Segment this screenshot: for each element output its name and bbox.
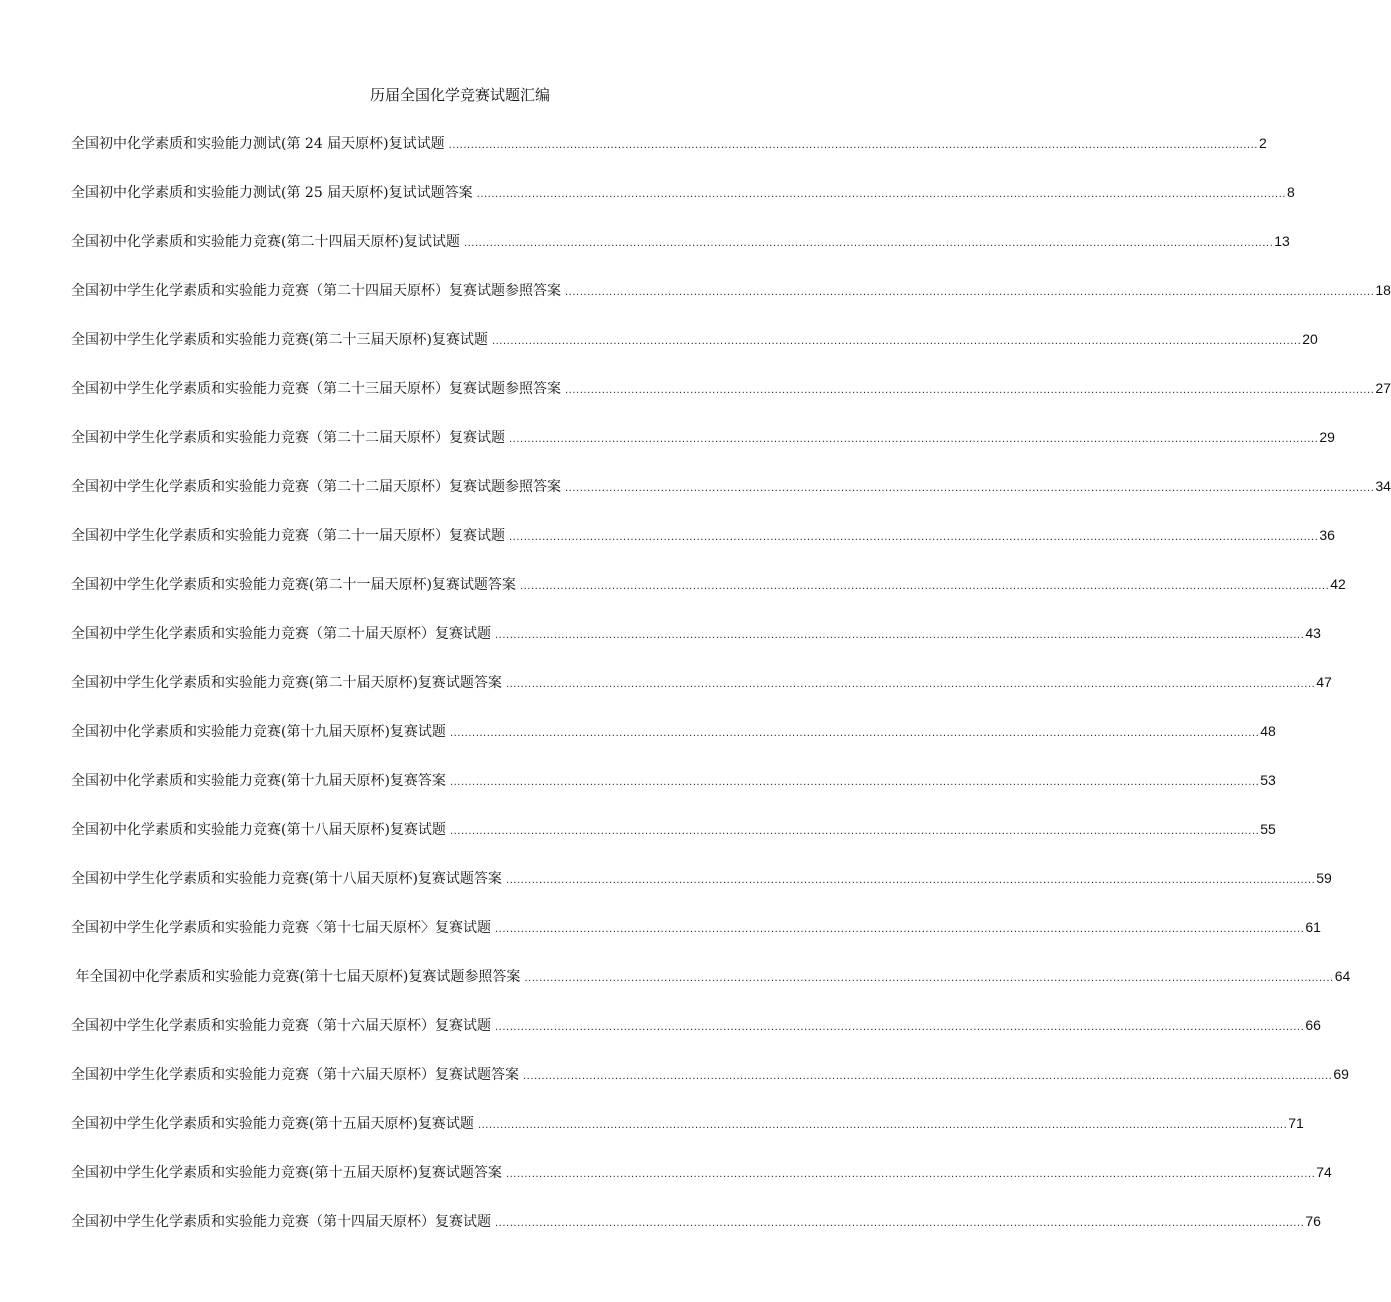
toc-leader-dots: ............................................................................................................................................................................................................................ <box>449 826 1260 837</box>
toc-entry[interactable] <box>71 867 1332 916</box>
toc-entry[interactable] <box>71 1014 1321 1063</box>
toc-leader-dots: ............................................................................................................................................................................................................................ <box>509 434 1319 445</box>
toc-entry-title: 全国初中学生化学素质和实验能力竞赛（第二十三届天原杯）复赛试题参照答案 <box>71 381 561 397</box>
toc-entry[interactable] <box>71 426 1335 475</box>
toc-page-number: 20 <box>1302 331 1318 347</box>
toc-page-number: 61 <box>1305 919 1321 935</box>
toc-entry-title: 全国初中化学素质和实验能力竞赛(第十八届天原杯)复赛试题 <box>71 822 446 838</box>
toc-leader-dots: ............................................................................................................................................................................................................................ <box>449 777 1260 788</box>
toc-entry-title: 全国初中学生化学素质和实验能力竞赛（第二十一届天原杯）复赛试题 <box>71 528 505 544</box>
toc-leader-dots: ............................................................................................................................................................................................................................ <box>505 679 1316 690</box>
toc-page-number: 59 <box>1316 870 1332 886</box>
toc-entry[interactable] <box>71 1112 1304 1161</box>
toc-page-number: 34 <box>1375 478 1391 494</box>
toc-page-number: 55 <box>1260 821 1276 837</box>
toc-page-number: 47 <box>1316 674 1332 690</box>
toc-entry-title: 全国初中学生化学素质和实验能力竞赛（第二十届天原杯）复赛试题 <box>71 626 491 642</box>
toc-page-number: 29 <box>1319 429 1335 445</box>
toc-entry-title: 全国初中学生化学素质和实验能力竞赛（第二十二届天原杯）复赛试题参照答案 <box>71 479 561 495</box>
toc-entry-title: 全国初中学生化学素质和实验能力竞赛（第二十二届天原杯）复赛试题 <box>71 430 505 446</box>
toc-leader-dots: ............................................................................................................................................................................................................................ <box>519 581 1330 592</box>
toc-entry-title: 全国初中学生化学素质和实验能力竞赛(第十五届天原杯)复赛试题 <box>71 1116 474 1132</box>
toc-entry[interactable] <box>71 671 1332 720</box>
toc-page-number: 36 <box>1319 527 1335 543</box>
toc-leader-dots: ............................................................................................................................................................................................................................ <box>449 728 1260 739</box>
toc-entry-title: 全国初中化学素质和实验能力测试(第 24 届天原杯)复试试题 <box>71 136 445 152</box>
toc-entry[interactable] <box>71 279 1391 328</box>
toc-entry-title: 全国初中学生化学素质和实验能力竞赛（第十六届天原杯）复赛试题 <box>71 1018 491 1034</box>
toc-entry-title: 全国初中学生化学素质和实验能力竞赛（第十四届天原杯）复赛试题 <box>71 1214 491 1230</box>
toc-page-number: 74 <box>1316 1164 1332 1180</box>
toc-entry-title: 全国初中学生化学素质和实验能力竞赛(第二十届天原杯)复赛试题答案 <box>71 675 502 691</box>
toc-entry[interactable] <box>71 524 1335 573</box>
toc-entry[interactable] <box>71 1063 1349 1112</box>
toc-leader-dots: ............................................................................................................................................................................................................................ <box>505 875 1316 886</box>
toc-entry-title: 全国初中学生化学素质和实验能力竞赛（第十六届天原杯）复赛试题答案 <box>71 1067 519 1083</box>
toc-page-number: 76 <box>1305 1213 1321 1229</box>
toc-entry[interactable] <box>71 916 1321 965</box>
toc-leader-dots: ............................................................................................................................................................................................................................ <box>448 140 1258 151</box>
toc-leader-dots: ............................................................................................................................................................................................................................ <box>463 238 1274 249</box>
toc-leader-dots: ............................................................................................................................................................................................................................ <box>477 1120 1288 1131</box>
toc-entry-title: 全国初中学生化学素质和实验能力竞赛〈第十七届天原杯〉复赛试题 <box>71 920 491 936</box>
toc-page-number: 66 <box>1305 1017 1321 1033</box>
toc-entry[interactable] <box>71 181 1295 230</box>
toc-entry[interactable] <box>71 230 1290 279</box>
toc-entry-title: 全国初中化学素质和实验能力竞赛(第十九届天原杯)复赛试题 <box>71 724 446 740</box>
toc-entry[interactable] <box>71 818 1276 867</box>
toc-entry[interactable] <box>71 1210 1321 1259</box>
toc-entry-title: 全国初中学生化学素质和实验能力竞赛(第二十三届天原杯)复赛试题 <box>71 332 488 348</box>
toc-entry[interactable] <box>71 622 1321 671</box>
toc-leader-dots: ............................................................................................................................................................................................................................ <box>491 336 1302 347</box>
toc-leader-dots: ............................................................................................................................................................................................................................ <box>495 1218 1305 1229</box>
toc-entry[interactable] <box>71 769 1276 818</box>
document-title: 历届全国化学竞赛试题汇编 <box>369 86 550 104</box>
toc-page-number: 8 <box>1286 184 1295 200</box>
toc-page-number: 18 <box>1375 282 1391 298</box>
toc-page-number: 2 <box>1258 135 1267 151</box>
toc-entry[interactable] <box>71 573 1346 622</box>
toc-page-number: 42 <box>1330 576 1346 592</box>
toc-entry-title: 全国初中学生化学素质和实验能力竞赛(第十八届天原杯)复赛试题答案 <box>71 871 502 887</box>
toc-entry[interactable] <box>71 1161 1332 1210</box>
toc-entry-title: 年全国初中化学素质和实验能力竞赛(第十七届天原杯)复赛试题参照答案 <box>71 969 521 985</box>
toc-leader-dots: ............................................................................................................................................................................................................................ <box>524 973 1334 984</box>
toc-leader-dots: ............................................................................................................................................................................................................................ <box>523 1071 1333 1082</box>
toc-page-number: 69 <box>1333 1066 1349 1082</box>
table-of-contents <box>71 132 1391 1259</box>
toc-page-number: 27 <box>1375 380 1391 396</box>
toc-leader-dots: ............................................................................................................................................................................................................................ <box>505 1169 1316 1180</box>
toc-entry[interactable] <box>71 965 1351 1014</box>
toc-entry-title: 全国初中学生化学素质和实验能力竞赛（第二十四届天原杯）复赛试题参照答案 <box>71 283 561 299</box>
toc-entry[interactable] <box>71 720 1276 769</box>
toc-entry-title: 全国初中学生化学素质和实验能力竞赛(第十五届天原杯)复赛试题答案 <box>71 1165 502 1181</box>
toc-leader-dots: ............................................................................................................................................................................................................................ <box>495 630 1305 641</box>
toc-page-number: 71 <box>1288 1115 1304 1131</box>
toc-entry[interactable] <box>71 328 1318 377</box>
toc-entry[interactable] <box>71 377 1391 426</box>
toc-page-number: 43 <box>1305 625 1321 641</box>
toc-leader-dots: ............................................................................................................................................................................................................................ <box>495 924 1305 935</box>
toc-entry[interactable] <box>71 132 1267 181</box>
toc-leader-dots: ............................................................................................................................................................................................................................ <box>565 287 1375 298</box>
toc-page-number: 48 <box>1260 723 1276 739</box>
toc-leader-dots: ............................................................................................................................................................................................................................ <box>565 385 1375 396</box>
toc-page-number: 64 <box>1334 968 1351 984</box>
toc-leader-dots: ............................................................................................................................................................................................................................ <box>509 532 1319 543</box>
toc-entry-title: 全国初中化学素质和实验能力竞赛(第十九届天原杯)复赛答案 <box>71 773 446 789</box>
toc-leader-dots: ............................................................................................................................................................................................................................ <box>565 483 1375 494</box>
toc-page-number: 13 <box>1274 233 1290 249</box>
toc-entry-title: 全国初中化学素质和实验能力测试(第 25 届天原杯)复试试题答案 <box>71 185 473 201</box>
toc-leader-dots: ............................................................................................................................................................................................................................ <box>495 1022 1305 1033</box>
toc-entry-title: 全国初中学生化学素质和实验能力竞赛(第二十一届天原杯)复赛试题答案 <box>71 577 516 593</box>
toc-page-number: 53 <box>1260 772 1276 788</box>
toc-entry-title: 全国初中化学素质和实验能力竞赛(第二十四届天原杯)复试试题 <box>71 234 460 250</box>
toc-entry[interactable] <box>71 475 1391 524</box>
toc-leader-dots: ............................................................................................................................................................................................................................ <box>476 189 1286 200</box>
